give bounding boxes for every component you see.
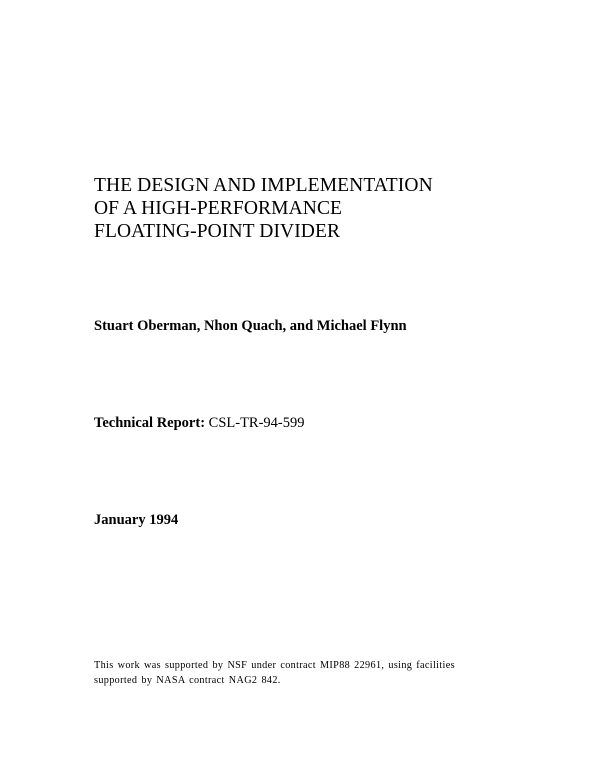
technical-report-id	[94, 415, 305, 432]
report-title	[94, 174, 574, 243]
funding-note-line: supported by NASA contract NAG2 842.	[94, 674, 281, 686]
report-date: January 1994	[94, 512, 179, 528]
report-label: Technical Report:	[94, 415, 206, 431]
title-line: FLOATING-POINT DIVIDER	[94, 221, 341, 242]
authors: Stuart Oberman, Nhon Quach, and Michael Flynn	[94, 318, 407, 334]
funding-note-line: This work was supported by NSF under contract MIP88 22961, using facilities	[94, 660, 455, 671]
title-line: THE DESIGN AND IMPLEMENTATION	[94, 175, 433, 196]
title-line: OF A HIGH-PERFORMANCE	[94, 198, 343, 219]
funding-note	[94, 659, 474, 688]
report-number: CSL-TR-94-599	[208, 415, 305, 431]
